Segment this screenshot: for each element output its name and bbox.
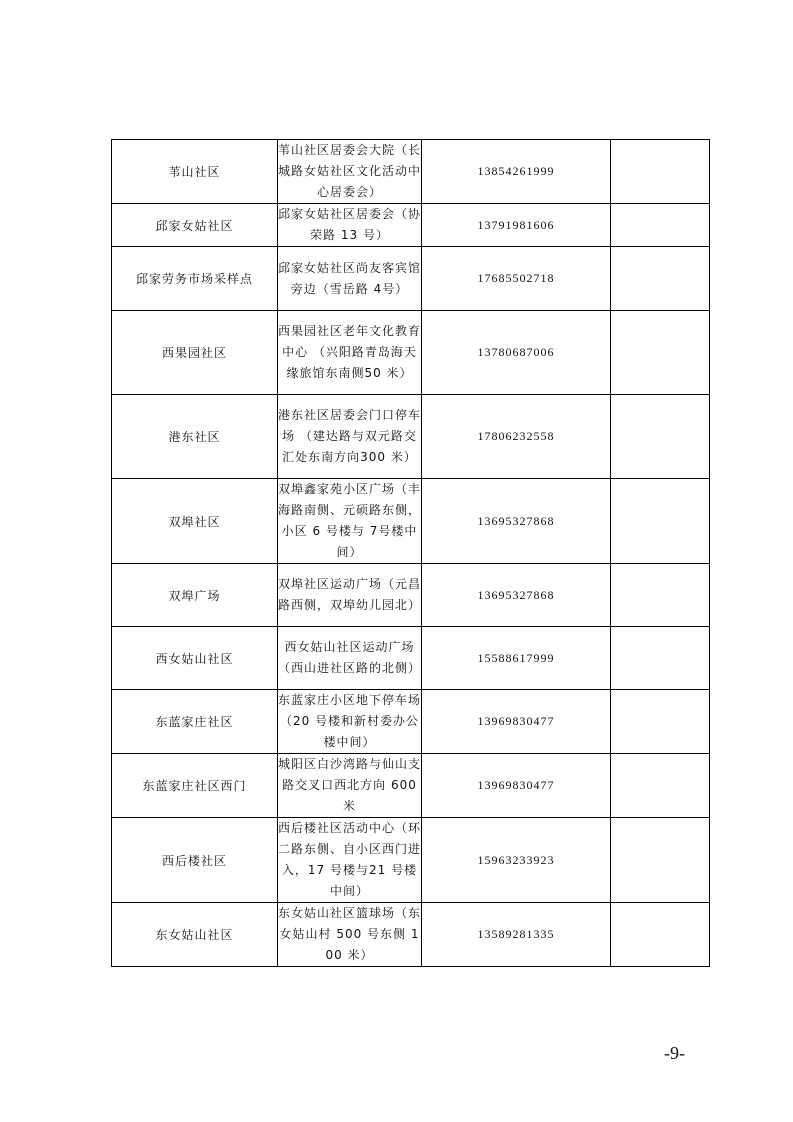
- table-row: [112, 564, 710, 627]
- site-address: 西果园社区老年文化教育中心 （兴阳路青岛海天缘旅馆东南侧50 米）: [278, 324, 422, 380]
- site-name-cell: 双埠广场: [112, 564, 278, 627]
- site-phone-cell: 15963233923: [422, 818, 611, 903]
- site-address-cell: [278, 690, 422, 754]
- site-address-cell: [278, 204, 422, 247]
- site-address: 邱家女姑社区居委会（协荣路 13 号）: [278, 207, 422, 242]
- table-row: [112, 395, 710, 479]
- table-row: [112, 247, 710, 311]
- site-address-cell: [278, 395, 422, 479]
- site-note-cell: [611, 311, 710, 395]
- site-phone-cell: 13589281335: [422, 903, 611, 967]
- table-row: [112, 818, 710, 903]
- site-name-cell: 苇山社区: [112, 140, 278, 204]
- table-row: [112, 754, 710, 818]
- site-phone-cell: 13969830477: [422, 754, 611, 818]
- site-note-cell: [611, 754, 710, 818]
- site-note-cell: [611, 479, 710, 564]
- site-note-cell: [611, 395, 710, 479]
- site-name-cell: 港东社区: [112, 395, 278, 479]
- site-name-cell: 双埠社区: [112, 479, 278, 564]
- site-name-cell: 邱家劳务市场采样点: [112, 247, 278, 311]
- site-address: 西女姑山社区运动广场（西山进社区路的北侧）: [278, 640, 422, 675]
- testing-sites-table: [111, 139, 710, 967]
- site-address: 双埠鑫家苑小区广场（丰海路南侧、元硕路东侧，小区 6 号楼与 7号楼中间）: [278, 482, 422, 559]
- table-row: [112, 627, 710, 690]
- table-row: [112, 311, 710, 395]
- site-note-cell: [611, 247, 710, 311]
- site-name-cell: 西女姑山社区: [112, 627, 278, 690]
- table-row: [112, 479, 710, 564]
- table-row: [112, 204, 710, 247]
- site-address-cell: [278, 479, 422, 564]
- site-name-cell: 东蓝家庄社区西门: [112, 754, 278, 818]
- table-row: [112, 690, 710, 754]
- site-name-cell: 西后楼社区: [112, 818, 278, 903]
- site-phone-cell: 13695327868: [422, 479, 611, 564]
- table-row: [112, 140, 710, 204]
- site-address-cell: [278, 140, 422, 204]
- site-note-cell: [611, 140, 710, 204]
- site-phone-cell: 13854261999: [422, 140, 611, 204]
- site-phone-cell: 13969830477: [422, 690, 611, 754]
- site-address: 港东社区居委会门口停车场 （建达路与双元路交汇处东南方向300 米）: [278, 408, 422, 464]
- site-address: 东蓝家庄小区地下停车场（20 号楼和新村委办公楼中间）: [278, 693, 422, 749]
- site-address: 东女姑山社区篮球场（东女姑山村 500 号东侧 100 米）: [278, 906, 422, 962]
- site-address-cell: [278, 818, 422, 903]
- site-phone-cell: 17685502718: [422, 247, 611, 311]
- site-address-cell: [278, 247, 422, 311]
- site-note-cell: [611, 690, 710, 754]
- site-address-cell: [278, 754, 422, 818]
- table-row: [112, 903, 710, 967]
- site-address-cell: [278, 564, 422, 627]
- site-address: 城阳区白沙湾路与仙山支路交叉口西北方向 600 米: [278, 757, 422, 813]
- page-number: -9-: [664, 1043, 685, 1063]
- site-name-cell: 西果园社区: [112, 311, 278, 395]
- site-note-cell: [611, 204, 710, 247]
- site-phone-cell: 17806232558: [422, 395, 611, 479]
- site-name-cell: 东女姑山社区: [112, 903, 278, 967]
- site-address-cell: [278, 903, 422, 967]
- site-note-cell: [611, 818, 710, 903]
- site-name-cell: 东蓝家庄社区: [112, 690, 278, 754]
- site-phone-cell: 15588617999: [422, 627, 611, 690]
- site-note-cell: [611, 627, 710, 690]
- site-note-cell: [611, 903, 710, 967]
- site-address-cell: [278, 627, 422, 690]
- site-address: 邱家女姑社区尚友客宾馆旁边（雪岳路 4号）: [278, 260, 422, 296]
- site-name-cell: 邱家女姑社区: [112, 204, 278, 247]
- site-address: 双埠社区运动广场（元昌路西侧，双埠幼儿园北）: [278, 577, 422, 612]
- site-address: 苇山社区居委会大院（长城路女姑社区文化活动中心居委会）: [278, 143, 422, 199]
- site-note-cell: [611, 564, 710, 627]
- site-address-cell: [278, 311, 422, 395]
- site-address: 西后楼社区活动中心（环二路东侧、自小区西门进入，17 号楼与21 号楼中间）: [278, 821, 422, 898]
- site-phone-cell: 13695327868: [422, 564, 611, 627]
- site-phone-cell: 13780687006: [422, 311, 611, 395]
- site-phone-cell: 13791981606: [422, 204, 611, 247]
